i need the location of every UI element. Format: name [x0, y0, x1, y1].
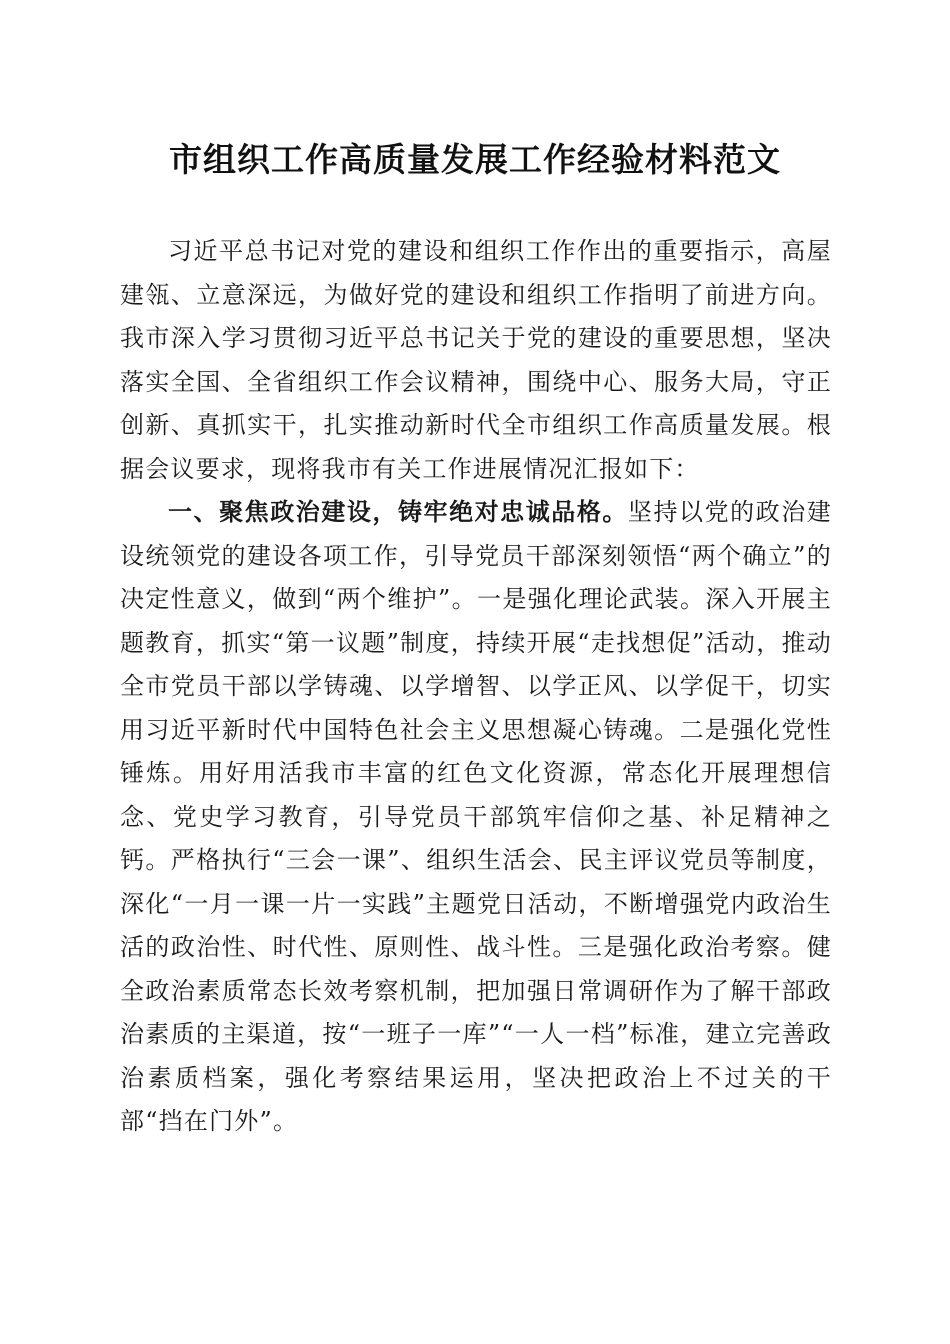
section-1-paragraph — [120, 491, 832, 1144]
document-title: 市组织工作高质量发展工作经验材料范文 — [169, 140, 781, 179]
section-1-heading: 一、聚焦政治建设，铸牢绝对忠诚品格。 — [168, 498, 628, 526]
section-1-body: 坚持以党的政治建设统领党的建设各项工作，引导党员干部深刻领悟“两个确立”的决定性意义，做到“两个维护”。一是强化理论武装。深入开展主题教育，抓实“第一议题”制度，持续开展“走找想促”活动，推动全市党员干部以学铸魂、以学增智、以学正风、以学促干，切实用习近平新时代中国特色社会主义思想凝心铸魂。二是强化党性锤炼。用好用活我市丰富的红色文化资源，常态化开展理想信念、党史学习教育，引导党员干部筑牢信仰之基、补足精神之钙。严格执行“三会一课”、组织生活会、民主评议党员等制度，深化“一月一课一片一实践”主题党日活动，不断增强党内政治生活的政治性、时代性、原则性、战斗性。三是强化政治考察。健全政治素质常态长效考察机制，把加强日常调研作为了解干部政治素质的主渠道，按“一班子一库”“一人一档”标准，建立完善政治素质档案，强化考察结果运用，坚决把政治上不过关的干部“挡在门外”。 — [120, 498, 832, 1135]
intro-paragraph: 习近平总书记对党的建设和组织工作作出的重要指示，高屋建瓴、立意深远，为做好党的建设和组织工作指明了前进方向。我市深入学习贯彻习近平总书记关于党的建设的重要思想，坚决落实全国、全省组织工作会议精神，围绕中心、服务大局，守正创新、真抓实干，扎实推动新时代全市组织工作高质量发展。根据会议要求，现将我市有关工作进展情况汇报如下： — [120, 237, 832, 483]
document-body — [120, 230, 832, 1144]
